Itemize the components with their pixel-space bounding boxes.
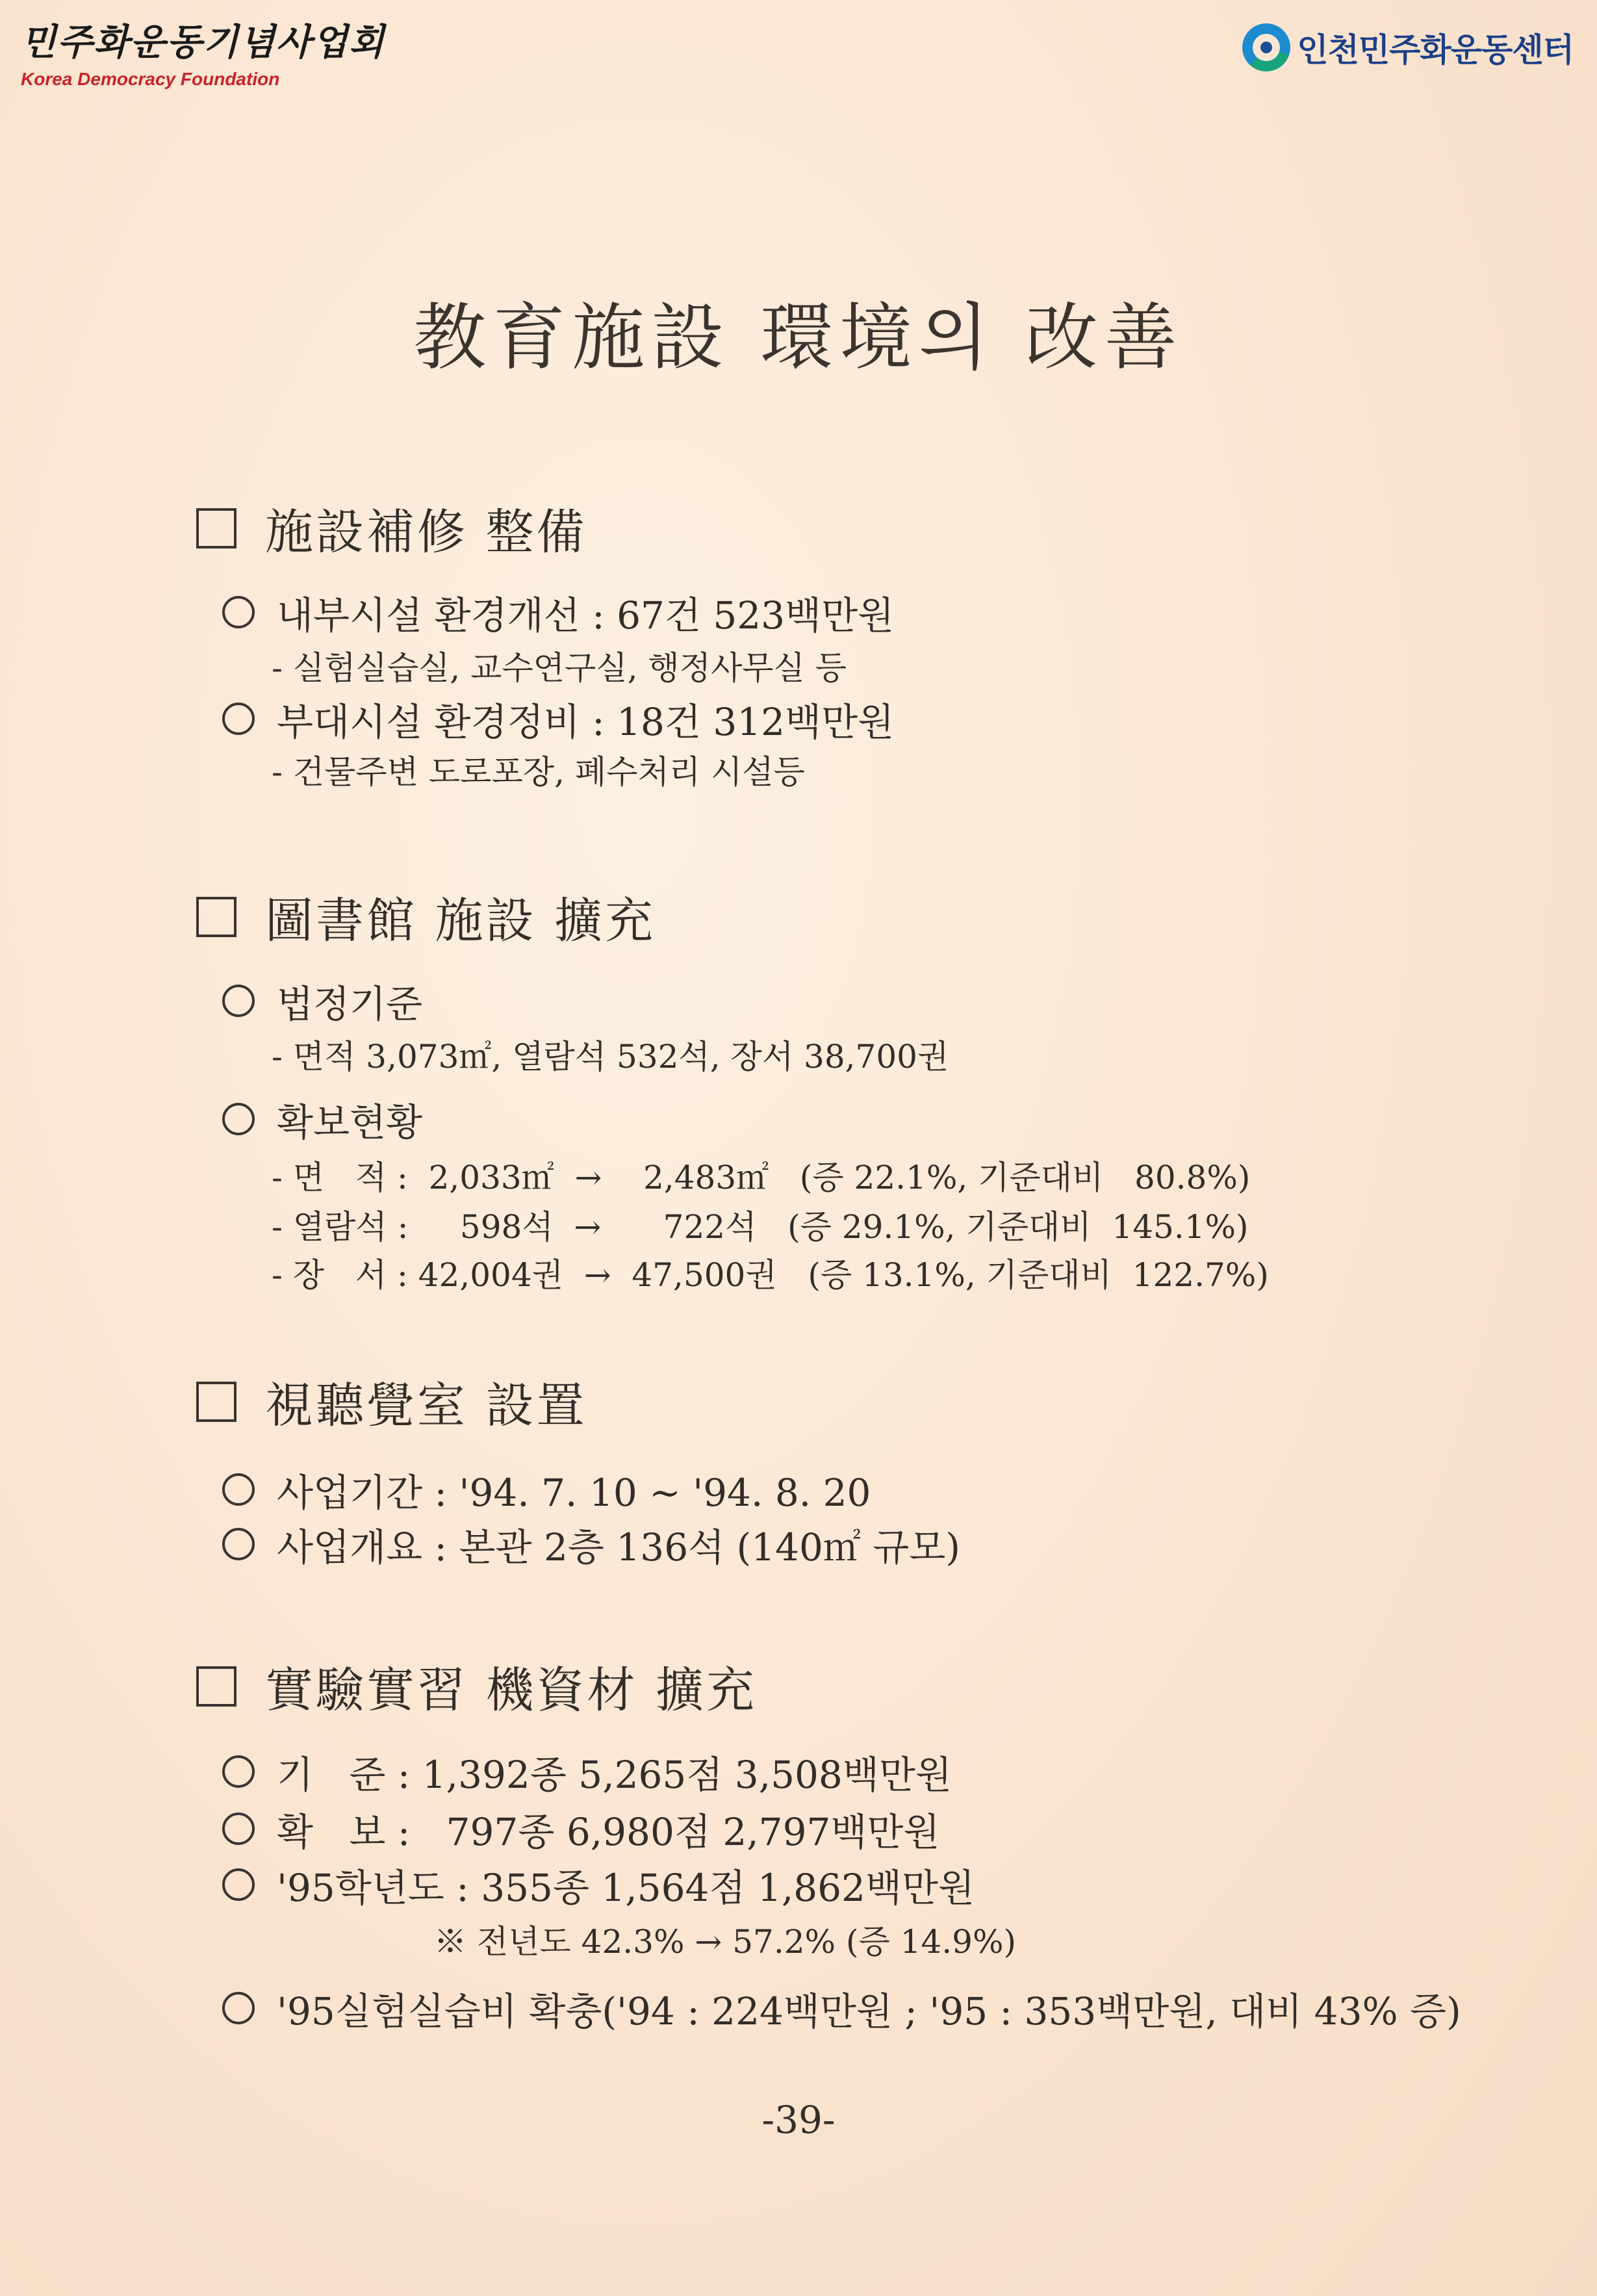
sub-item: - 면적 3,073㎡, 열람석 532석, 장서 38,700권 — [272, 1038, 949, 1076]
list-item-text: '95실험실습비 확충('94 : 224백만원 ; '95 : 353백만원, 대비 43% 증) — [277, 1989, 1461, 2033]
section-heading — [196, 494, 587, 563]
list-item — [222, 1462, 871, 1517]
sub-item: - 열람석 : 598석 → 722석 (증 29.1%, 기준대비 145.1%) — [272, 1208, 1249, 1246]
section-heading — [196, 1652, 757, 1721]
list-item — [222, 1744, 952, 1799]
checkbox-square-icon — [196, 508, 236, 548]
list-item-text: '95학년도 : 355종 1,564점 1,862백만원 — [277, 1866, 975, 1910]
checkbox-square-icon — [196, 1666, 236, 1707]
list-item-text: 확보현황 — [277, 1100, 423, 1144]
list-item-text: 기 준 : 1,392종 5,265점 3,508백만원 — [277, 1753, 952, 1797]
circle-bullet-icon — [222, 1755, 255, 1788]
note-text: ※ 전년도 42.3% → 57.2% (증 14.9%) — [434, 1923, 1016, 1961]
list-item — [222, 585, 894, 639]
sub-item: - 장 서 : 42,004권 → 47,500권 (증 13.1%, 기준대비 122.7%) — [272, 1256, 1269, 1294]
circle-bullet-icon — [222, 703, 255, 735]
list-item-text: 사업기간 : '94. 7. 10 ~ '94. 8. 20 — [277, 1471, 871, 1515]
circle-bullet-icon — [222, 596, 255, 628]
list-item-text: 확 보 : 797종 6,980점 2,797백만원 — [277, 1810, 940, 1854]
circle-bullet-icon — [222, 1103, 255, 1135]
list-item — [222, 1517, 960, 1571]
page-number: -39- — [761, 2098, 836, 2142]
foundation-logo — [21, 21, 385, 89]
circle-bullet-icon — [222, 1868, 255, 1901]
checkbox-square-icon — [196, 897, 236, 937]
list-item — [222, 1857, 975, 1912]
circle-bullet-icon — [222, 1528, 255, 1560]
foundation-name-korean: 민주화운동기념사업회 — [21, 21, 385, 64]
section-heading — [196, 883, 656, 951]
list-item — [222, 1981, 1461, 2035]
list-item — [222, 1801, 939, 1856]
page-title: 教育施設 環境의 改善 — [413, 296, 1184, 380]
circle-bullet-icon — [222, 1473, 255, 1506]
checkbox-square-icon — [196, 1382, 236, 1422]
list-item — [222, 1092, 422, 1146]
center-name: 인천민주화운동센터 — [1297, 31, 1574, 69]
section-heading-label: 圖書館 施設 擴充 — [265, 893, 656, 949]
section-heading — [196, 1367, 587, 1436]
section-heading-label: 視聽覺室 設置 — [265, 1378, 587, 1434]
list-item — [222, 691, 894, 746]
circle-bullet-icon — [222, 1992, 255, 2024]
list-item-text: 부대시설 환경정비 : 18건 312백만원 — [277, 700, 895, 744]
circle-bullet-icon — [222, 1812, 255, 1845]
list-item-text: 법정기준 — [277, 982, 423, 1026]
sub-item: - 면 적 : 2,033㎡ → 2,483㎡ (증 22.1%, 기준대비 80.8%) — [272, 1159, 1251, 1196]
section-heading-label: 施設補修 整備 — [265, 504, 587, 560]
list-item-text: 사업개요 : 본관 2층 136석 (140㎡ 규모) — [277, 1525, 961, 1569]
center-logo — [1242, 23, 1574, 71]
list-item — [222, 974, 422, 1028]
circle-bullet-icon — [222, 985, 255, 1017]
list-item-text: 내부시설 환경개선 : 67건 523백만원 — [277, 593, 895, 638]
section-heading-label: 實驗實習 機資材 擴充 — [265, 1662, 758, 1718]
center-emblem-icon — [1242, 23, 1290, 71]
foundation-name-english: Korea Democracy Foundation — [21, 69, 280, 89]
sub-item: - 건물주변 도로포장, 폐수처리 시설등 — [272, 753, 805, 791]
sub-item: - 실험실습실, 교수연구실, 행정사무실 등 — [272, 649, 847, 687]
